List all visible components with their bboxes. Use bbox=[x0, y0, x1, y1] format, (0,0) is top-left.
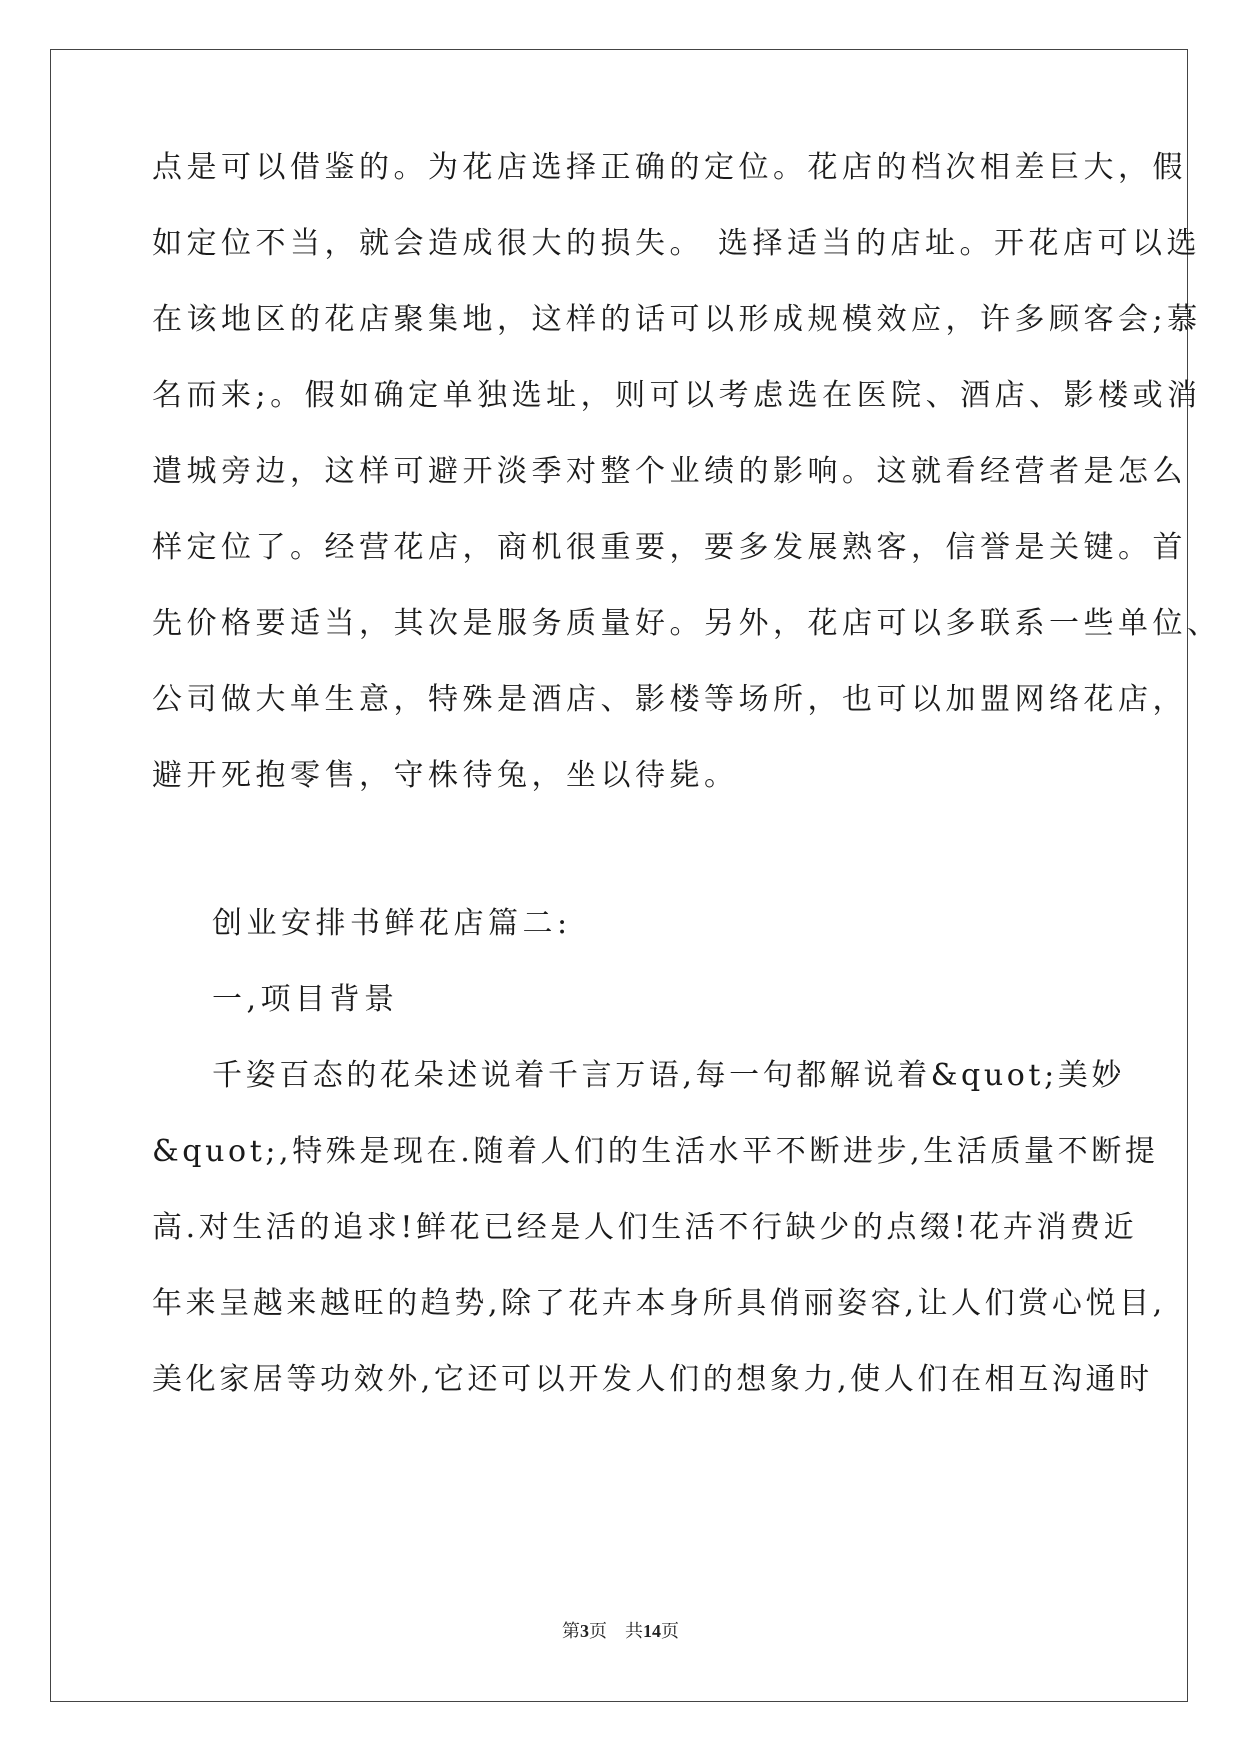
text-line: 在该地区的花店聚集地，这样的话可以形成规模效应，许多顾客会;慕 bbox=[152, 302, 1202, 337]
text-line: 公司做大单生意，特殊是酒店、影楼等场所，也可以加盟网络花店， bbox=[152, 682, 1187, 717]
footer-total-prefix: 共 bbox=[625, 1621, 643, 1641]
text-line: 避开死抱零售，守株待兔，坐以待毙。 bbox=[152, 758, 739, 793]
subsection-title: 一,项目背景 bbox=[212, 982, 399, 1017]
text-line: 千姿百态的花朵述说着千言万语,每一句都解说着&quot;美妙 bbox=[212, 1058, 1125, 1093]
text-line: 先价格要适当，其次是服务质量好。另外，花店可以多联系一些单位、 bbox=[152, 606, 1222, 641]
current-page-number: 3 bbox=[580, 1621, 589, 1641]
text-line: &quot;,特殊是现在.随着人们的生活水平不断进步,生活质量不断提 bbox=[152, 1134, 1159, 1169]
footer-total-suffix: 页 bbox=[661, 1621, 679, 1641]
text-line: 高.对生活的追求!鲜花已经是人们生活不行缺少的点缀!花卉消费近 bbox=[152, 1210, 1138, 1245]
text-line: 如定位不当，就会造成很大的损失。 选择适当的店址。开花店可以选 bbox=[152, 226, 1202, 261]
text-line: 遣城旁边，这样可避开淡季对整个业绩的影响。这就看经营者是怎么 bbox=[152, 454, 1187, 489]
text-line: 美化家居等功效外,它还可以开发人们的想象力,使人们在相互沟通时 bbox=[152, 1362, 1153, 1397]
total-pages-number: 14 bbox=[643, 1621, 661, 1641]
text-line: 年来呈越来越旺的趋势,除了花卉本身所具俏丽姿容,让人们赏心悦目, bbox=[152, 1286, 1166, 1321]
footer-prefix: 第 bbox=[562, 1621, 580, 1641]
page-border bbox=[50, 49, 1188, 1702]
text-line: 样定位了。经营花店，商机很重要，要多发展熟客，信誉是关键。首 bbox=[152, 530, 1187, 565]
text-line: 点是可以借鉴的。为花店选择正确的定位。花店的档次相差巨大，假 bbox=[152, 150, 1187, 185]
page-footer bbox=[0, 1620, 1241, 1642]
footer-page-suffix: 页 bbox=[589, 1621, 607, 1641]
section-title: 创业安排书鲜花店篇二: bbox=[212, 906, 572, 941]
text-line: 名而来;。假如确定单独选址，则可以考虑选在医院、酒店、影楼或消 bbox=[152, 378, 1202, 413]
